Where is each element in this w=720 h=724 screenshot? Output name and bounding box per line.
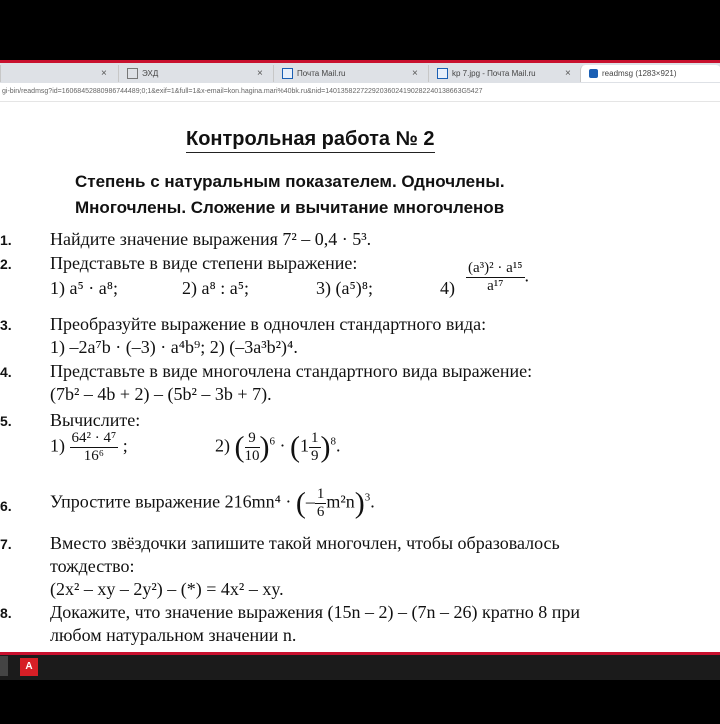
task-number: 6.: [0, 498, 12, 514]
tab-1[interactable]: [0, 65, 119, 82]
fraction-denominator: 16⁶: [83, 448, 104, 464]
address-bar[interactable]: gi-bin/readmsg?id=16068452880986744489;0;1&exif=1&full=1&x-email=kon.hagina.mari%40bk.ru&nid=14013582272292036024190282240138663G5427: [0, 83, 720, 102]
task-1-text: Найдите значение выражения 7² – 0,4 · 5³.: [50, 229, 372, 249]
task-2-item-2: 2) a⁸ : a⁵;: [182, 278, 250, 298]
task-5-text: Вычислите:: [50, 410, 141, 430]
task-2-fraction: [466, 260, 529, 295]
task-number: 1.: [0, 232, 12, 248]
task-2-text: Представьте в виде степени выражение:: [50, 253, 358, 273]
task-2-item-4: 4): [440, 278, 455, 298]
semicolon: ;: [122, 435, 128, 456]
task-number: 2.: [0, 256, 12, 272]
exponent: 3: [364, 491, 371, 504]
mail-icon: [282, 68, 293, 79]
image-icon: [589, 69, 598, 78]
taskbar: [0, 652, 720, 680]
fraction-numerator: 1: [311, 430, 319, 446]
task-5-expr-2: 2) ( $\frac{9}{10}$ )$^6$ · (1 $\frac{1}{9}$ )$^8$.: [215, 430, 341, 464]
taskbar-start[interactable]: [0, 656, 8, 676]
task-7-line-3: (2x² – xy – 2y²) – (*) = 4x² – xy.: [50, 579, 284, 599]
tab-3[interactable]: [273, 65, 429, 82]
minus: –: [305, 491, 315, 512]
fraction-denominator: a¹⁷: [487, 278, 504, 294]
exponent: 6: [269, 435, 275, 448]
fraction-numerator: 64² · 4⁷: [71, 430, 117, 446]
close-icon[interactable]: ×: [412, 68, 418, 79]
subtitle-line-1: Степень с натуральным показателем. Одночлены.: [75, 172, 505, 191]
tab-label: kp 7.jpg - Почта Mail.ru: [452, 69, 536, 78]
page-title: Контрольная работа № 2: [186, 126, 435, 153]
tab-label: ЭХД: [142, 69, 159, 78]
after: m²n: [326, 491, 355, 512]
task-5-expr-1: [50, 430, 128, 465]
label: 2): [215, 435, 230, 456]
fraction-numerator: 1: [316, 486, 325, 502]
mail-icon: [437, 68, 448, 79]
dot: ·: [279, 435, 286, 456]
task-4-line-2: (7b² – 4b + 2) – (5b² – 3b + 7).: [50, 384, 272, 404]
tab-label: Почта Mail.ru: [297, 69, 346, 78]
close-icon[interactable]: ×: [565, 68, 571, 79]
task-number: 5.: [0, 413, 12, 429]
document-image: [0, 104, 720, 660]
tab-4[interactable]: [428, 65, 581, 82]
fraction-numerator: 9: [245, 430, 260, 448]
task-8-line-2: любом натуральном значении n.: [50, 625, 297, 645]
task-2-item-1: 1) a⁵ · a⁸;: [50, 278, 119, 298]
task-number: 7.: [0, 536, 12, 552]
exponent: 8: [330, 435, 336, 448]
tab-label: readmsg (1283×921): [602, 69, 677, 78]
doc-icon: [127, 68, 138, 79]
browser-window: [0, 60, 720, 680]
pdf-reader-icon[interactable]: A: [20, 658, 38, 676]
end: .: [336, 435, 341, 456]
task-8-text: Докажите, что значение выражения (15n – 2) – (7n – 26) кратно 8 при: [50, 602, 580, 622]
fraction-denominator: 10: [244, 448, 260, 464]
fraction-denominator: 9: [311, 448, 319, 464]
task-6-lead: Упростите выражение 216mn⁴ ·: [50, 491, 292, 512]
tab-5-active[interactable]: [580, 65, 720, 82]
label: 1): [50, 435, 65, 456]
fraction-denominator: 6: [316, 504, 325, 520]
task-4-text: Представьте в виде многочлена стандартного вида выражение:: [50, 361, 533, 381]
task-3-text: Преобразуйте выражение в одночлен стандартного вида:: [50, 314, 487, 334]
task-3-line-2: 1) –2a⁷b · (–3) · a⁴b⁹; 2) (–3a³b²)⁴.: [50, 337, 298, 357]
tab-2[interactable]: [118, 65, 274, 82]
end: .: [370, 491, 375, 512]
task-2-item-3: 3) (a⁵)⁸;: [316, 278, 374, 298]
task-7-line-2: тождество:: [50, 556, 135, 576]
close-icon[interactable]: ×: [101, 68, 107, 79]
taskbar-border: [0, 652, 720, 655]
task-7-text: Вместо звёздочки запишите такой многочлен, чтобы образовалось: [50, 533, 560, 553]
tab-bar: [0, 63, 720, 83]
task-number: 3.: [0, 317, 12, 333]
close-icon[interactable]: ×: [257, 68, 263, 79]
subtitle-line-2: Многочлены. Сложение и вычитание многочленов: [75, 198, 505, 217]
task-number: 4.: [0, 364, 12, 380]
task-6-text: Упростите выражение 216mn⁴ · (– $\frac{1}{6}$ m²n)$^3$.: [50, 486, 375, 520]
fraction-numerator: (a³)² · a¹⁵: [468, 260, 523, 276]
mixed-whole: 1: [300, 435, 309, 456]
fraction-end: .: [524, 265, 530, 286]
task-number: 8.: [0, 605, 12, 621]
